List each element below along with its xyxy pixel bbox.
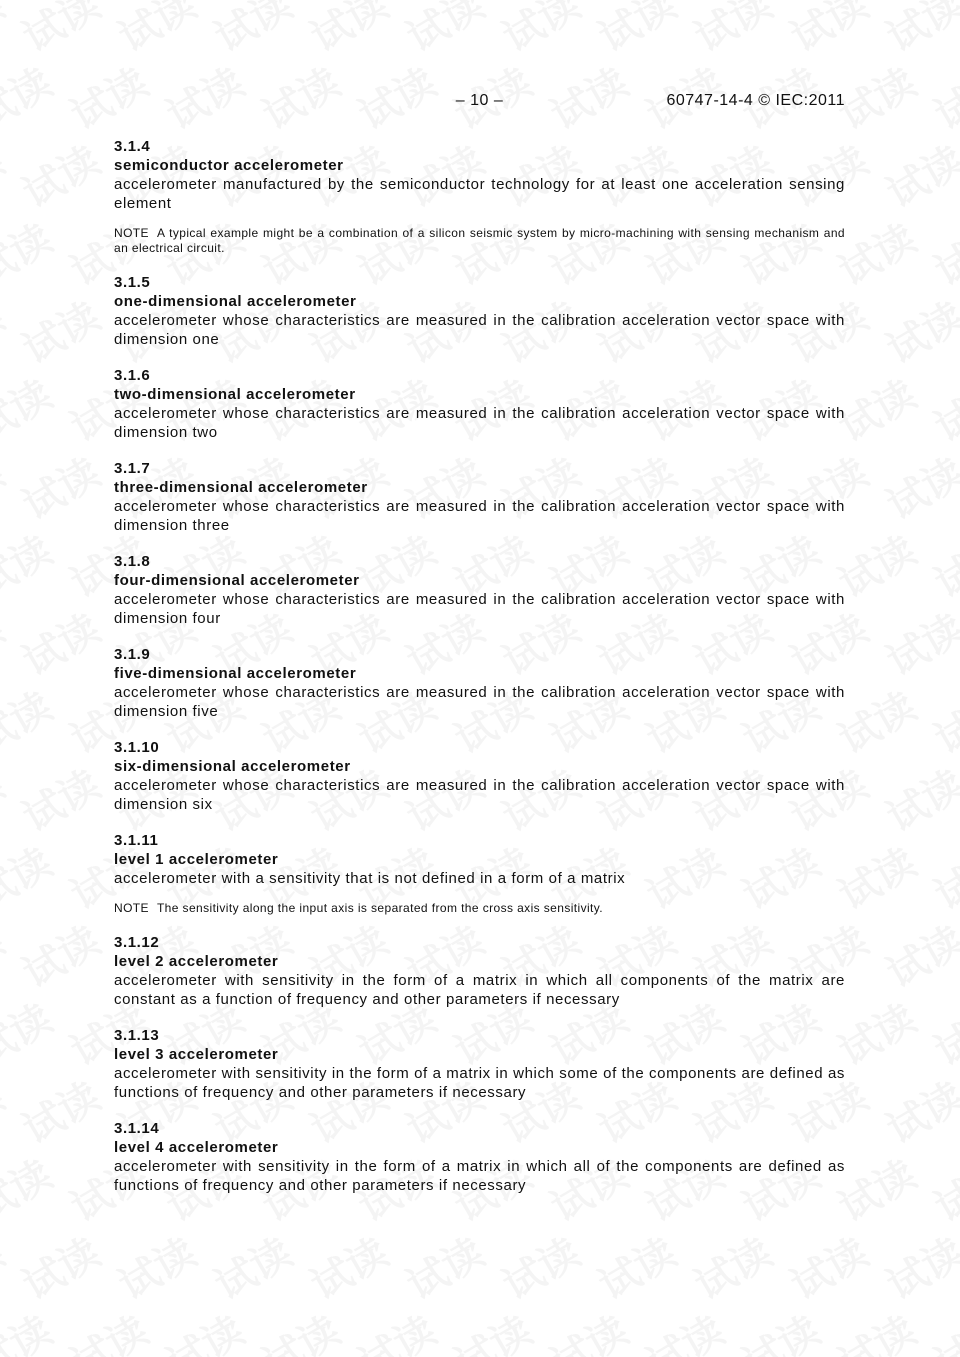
term-number: 3.1.8 — [114, 553, 151, 570]
term-number: 3.1.5 — [114, 274, 151, 291]
term-number: 3.1.10 — [114, 739, 160, 756]
watermark-text — [11, 1066, 109, 1155]
watermark-text — [635, 1300, 733, 1357]
term-number: 3.1.12 — [114, 934, 160, 951]
watermark-text — [0, 130, 13, 219]
watermark-text — [11, 754, 109, 843]
term-entry-3-1-4 — [114, 137, 845, 256]
watermark-text — [923, 364, 960, 453]
watermark-text — [0, 442, 13, 531]
watermark-text — [443, 1300, 541, 1357]
watermark-text — [0, 52, 61, 141]
watermark-text — [875, 286, 960, 375]
term-entry-3-1-9 — [114, 645, 845, 721]
watermark-text — [875, 0, 960, 63]
watermark-text — [11, 286, 109, 375]
watermark-text — [923, 520, 960, 609]
term-entry-3-1-14 — [114, 1119, 845, 1195]
watermark-text — [107, 0, 205, 63]
term-definition: accelerometer whose characteristics are measured in the calibration acceleration vector space with dimension two — [114, 405, 845, 441]
watermark-text — [0, 1222, 13, 1311]
watermark-text — [875, 910, 960, 999]
term-number: 3.1.14 — [114, 1120, 160, 1137]
watermark-text — [107, 1222, 205, 1311]
term-title: semiconductor accelerometer — [114, 157, 344, 174]
term-title: three-dimensional accelerometer — [114, 479, 368, 496]
term-definition: accelerometer whose characteristics are measured in the calibration acceleration vector space with dimension six — [114, 777, 845, 813]
watermark-text — [539, 1300, 637, 1357]
term-note — [114, 901, 845, 916]
watermark-text — [0, 520, 61, 609]
term-definition: accelerometer whose characteristics are measured in the calibration acceleration vector space with dimension three — [114, 498, 845, 534]
term-definition: accelerometer whose characteristics are measured in the calibration acceleration vector space with dimension one — [114, 312, 845, 348]
term-entry-3-1-5 — [114, 273, 845, 349]
note-text: A typical example might be a combination of a silicon seismic system by micro-machining with sensing mechanism and an electrical circuit. — [114, 226, 845, 255]
watermark-text — [923, 1300, 960, 1357]
watermark-text — [251, 1300, 349, 1357]
watermark-text — [923, 832, 960, 921]
term-title: six-dimensional accelerometer — [114, 758, 351, 775]
term-number: 3.1.11 — [114, 832, 159, 849]
term-title: level 3 accelerometer — [114, 1046, 279, 1063]
note-label: NOTE — [114, 226, 149, 240]
term-title: two-dimensional accelerometer — [114, 386, 356, 403]
term-definition: accelerometer with sensitivity in the form of a matrix in which some of the components are defined as functions of frequency and other parameters if necessary — [114, 1065, 845, 1101]
term-title: four-dimensional accelerometer — [114, 572, 360, 589]
term-definition: accelerometer whose characteristics are measured in the calibration acceleration vector space with dimension four — [114, 591, 845, 627]
watermark-text — [779, 1222, 877, 1311]
watermark-text — [587, 0, 685, 63]
watermark-text — [491, 0, 589, 63]
term-title: one-dimensional accelerometer — [114, 293, 357, 310]
watermark-text — [395, 0, 493, 63]
watermark-text — [11, 1222, 109, 1311]
term-number: 3.1.13 — [114, 1027, 160, 1044]
watermark-text — [923, 1144, 960, 1233]
watermark-text — [0, 988, 61, 1077]
term-entry-3-1-11 — [114, 831, 845, 916]
watermark-text — [0, 754, 13, 843]
watermark-text — [0, 364, 61, 453]
watermark-text — [0, 208, 61, 297]
term-definition: accelerometer with sensitivity in the form of a matrix in which all components of the matrix are constant as a function of frequency and other parameters if necessary — [114, 972, 845, 1008]
watermark-text — [11, 598, 109, 687]
term-entry-3-1-7 — [114, 459, 845, 535]
definitions-content — [114, 137, 845, 1212]
watermark-text — [155, 1300, 253, 1357]
term-number: 3.1.9 — [114, 646, 151, 663]
term-entry-3-1-10 — [114, 738, 845, 814]
watermark-text — [875, 1222, 960, 1311]
watermark-text — [203, 1222, 301, 1311]
watermark-text — [0, 676, 61, 765]
watermark-text — [923, 676, 960, 765]
term-entry-3-1-12 — [114, 933, 845, 1009]
watermark-text — [347, 1300, 445, 1357]
term-title: level 4 accelerometer — [114, 1139, 279, 1156]
watermark-text — [923, 52, 960, 141]
term-title: five-dimensional accelerometer — [114, 665, 357, 682]
watermark-text — [299, 0, 397, 63]
watermark-text — [0, 910, 13, 999]
term-entry-3-1-6 — [114, 366, 845, 442]
watermark-text — [683, 0, 781, 63]
watermark-text — [779, 0, 877, 63]
watermark-text — [875, 442, 960, 531]
term-title: level 2 accelerometer — [114, 953, 279, 970]
watermark-text — [203, 0, 301, 63]
watermark-text — [587, 1222, 685, 1311]
watermark-text — [683, 1222, 781, 1311]
term-title: level 1 accelerometer — [114, 851, 279, 868]
watermark-text — [0, 1066, 13, 1155]
term-note — [114, 226, 845, 256]
note-text: The sensitivity along the input axis is separated from the cross axis sensitivity. — [156, 901, 604, 915]
watermark-text — [875, 1066, 960, 1155]
page-number: – 10 – — [455, 92, 504, 109]
watermark-text — [827, 1300, 925, 1357]
page-header — [114, 92, 845, 112]
watermark-text — [0, 1300, 61, 1357]
term-entry-3-1-13 — [114, 1026, 845, 1102]
document-id: 60747-14-4 © IEC:2011 — [666, 92, 845, 109]
watermark-text — [731, 1300, 829, 1357]
watermark-text — [59, 1300, 157, 1357]
watermark-text — [299, 1222, 397, 1311]
watermark-text — [11, 910, 109, 999]
watermark-text — [0, 1144, 61, 1233]
watermark-text — [875, 598, 960, 687]
watermark-text — [923, 208, 960, 297]
term-entry-3-1-8 — [114, 552, 845, 628]
term-definition: accelerometer whose characteristics are measured in the calibration acceleration vector space with dimension five — [114, 684, 845, 720]
term-number: 3.1.4 — [114, 138, 151, 155]
term-definition: accelerometer with sensitivity in the form of a matrix in which all of the components are defined as functions of frequency and other parameters if necessary — [114, 1158, 845, 1194]
term-number: 3.1.7 — [114, 460, 151, 477]
term-number: 3.1.6 — [114, 367, 151, 384]
watermark-text — [11, 130, 109, 219]
watermark-text — [0, 832, 61, 921]
watermark-text — [0, 286, 13, 375]
watermark-text — [923, 988, 960, 1077]
watermark-text — [491, 1222, 589, 1311]
term-definition: accelerometer manufactured by the semiconductor technology for at least one acceleration sensing element — [114, 176, 845, 212]
watermark-text — [395, 1222, 493, 1311]
term-definition: accelerometer with a sensitivity that is not defined in a form of a matrix — [114, 870, 626, 887]
watermark-text — [11, 442, 109, 531]
note-label: NOTE — [114, 901, 149, 915]
watermark-text — [875, 130, 960, 219]
watermark-text — [0, 0, 13, 63]
watermark-text — [11, 0, 109, 63]
watermark-text — [875, 754, 960, 843]
watermark-text — [0, 598, 13, 687]
